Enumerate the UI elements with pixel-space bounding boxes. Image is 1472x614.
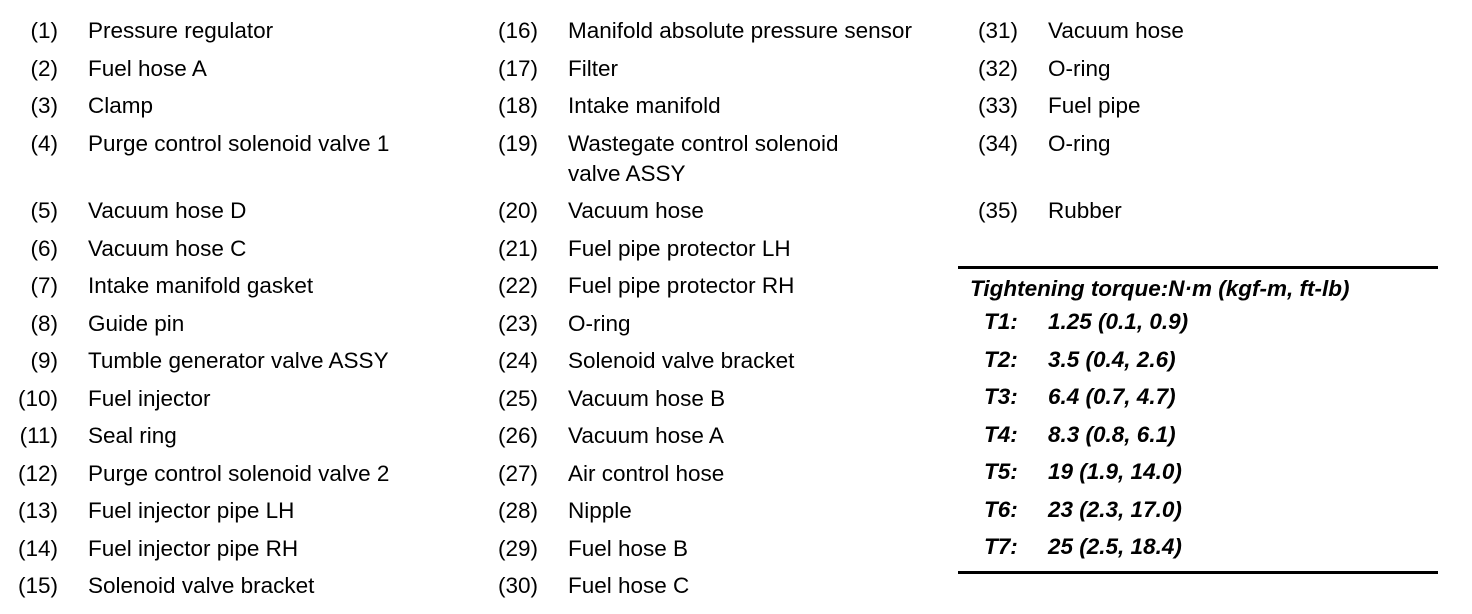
- item-label: Vacuum hose: [568, 198, 704, 223]
- item-number: (19): [497, 130, 538, 156]
- item-number: (1): [30, 18, 58, 43]
- legend-item: [0, 346, 470, 384]
- item-number: (14): [17, 535, 58, 561]
- legend-item: [960, 16, 1450, 54]
- torque-row: [958, 345, 1438, 383]
- torque-value: 6.4 (0.7, 4.7): [1048, 384, 1176, 409]
- item-number: (4): [30, 130, 58, 156]
- item-number: (21): [497, 235, 538, 261]
- item-number: (34): [977, 130, 1018, 156]
- torque-row: [958, 495, 1438, 533]
- torque-row: [958, 420, 1438, 458]
- legend-item: [480, 91, 960, 129]
- item-number: (28): [497, 498, 538, 523]
- item-label: Tumble generator valve ASSY: [88, 348, 389, 373]
- item-number: (8): [30, 310, 58, 336]
- torque-key: T7:: [984, 534, 1018, 559]
- legend-item: [0, 234, 470, 272]
- item-number: (20): [497, 198, 538, 223]
- legend-column-2: [480, 16, 960, 609]
- legend-item: [0, 384, 470, 422]
- item-label: Intake manifold: [568, 93, 721, 118]
- legend-item: [0, 91, 470, 129]
- item-label: Purge control solenoid valve 1: [88, 130, 390, 156]
- item-number: (22): [497, 273, 538, 298]
- legend-item: [480, 571, 960, 609]
- item-number: (35): [977, 198, 1018, 223]
- item-label: Vacuum hose: [1048, 18, 1184, 43]
- legend-item: [480, 384, 960, 422]
- item-number: (2): [30, 55, 58, 81]
- item-label: Vacuum hose A: [568, 423, 724, 448]
- torque-row: [958, 307, 1438, 345]
- item-label: Fuel hose B: [568, 535, 689, 561]
- torque-table-title: Tightening torque:N·m (kgf-m, ft-lb): [970, 276, 1350, 301]
- legend-item: [480, 459, 960, 497]
- legend-item: [480, 534, 960, 572]
- item-number: (30): [497, 573, 538, 598]
- legend-item: [0, 459, 470, 497]
- item-label: O-ring: [1048, 55, 1111, 81]
- item-number: (31): [977, 18, 1018, 43]
- legend-item: [0, 54, 470, 92]
- legend-item: [0, 534, 470, 572]
- item-number: (24): [497, 348, 538, 373]
- item-label: Filter: [568, 55, 618, 81]
- item-label: Rubber: [1048, 198, 1122, 223]
- torque-row: [958, 382, 1438, 420]
- item-number: (11): [19, 423, 58, 448]
- item-number: (26): [497, 423, 538, 448]
- item-number: (7): [30, 273, 58, 298]
- item-label: Seal ring: [88, 423, 177, 448]
- legend-column-1: [0, 16, 470, 609]
- legend-item: [480, 129, 960, 197]
- item-label: Vacuum hose D: [88, 198, 247, 223]
- torque-key: T4:: [984, 421, 1018, 447]
- torque-value: 3.5 (0.4, 2.6): [1048, 346, 1176, 372]
- item-label: Clamp: [88, 93, 154, 118]
- item-number: (5): [30, 198, 58, 223]
- item-label: O-ring: [568, 310, 631, 336]
- item-number: (25): [497, 385, 538, 411]
- item-label: Solenoid valve bracket: [568, 348, 795, 373]
- legend-item: [960, 196, 1450, 234]
- torque-key: T3:: [984, 384, 1018, 409]
- item-label: Fuel injector pipe RH: [88, 535, 299, 561]
- legend-item: [0, 129, 470, 197]
- torque-row: [958, 532, 1438, 570]
- item-number: (33): [977, 93, 1018, 118]
- bottom-rule: [958, 571, 1438, 574]
- legend-item: [960, 91, 1450, 129]
- item-number: (13): [17, 498, 58, 523]
- legend-item: [480, 16, 960, 54]
- item-label: Intake manifold gasket: [88, 273, 314, 298]
- legend-item: [480, 309, 960, 347]
- legend-item: [480, 421, 960, 459]
- legend-item: [960, 129, 1450, 197]
- item-label: Fuel injector: [88, 385, 211, 411]
- legend-item: [0, 271, 470, 309]
- item-number: (10): [17, 385, 58, 411]
- item-label: Air control hose: [568, 460, 725, 486]
- item-number: (16): [497, 18, 538, 43]
- item-label: Guide pin: [88, 310, 185, 336]
- legend-item: [480, 346, 960, 384]
- legend-item: [480, 234, 960, 272]
- legend-item: [0, 571, 470, 609]
- item-label: Vacuum hose B: [568, 385, 726, 411]
- item-number: (18): [497, 93, 538, 118]
- legend-item: [0, 421, 470, 459]
- torque-row: [958, 457, 1438, 495]
- item-number: (17): [497, 55, 538, 81]
- tightening-torque-table: [958, 266, 1438, 574]
- legend-item: [0, 496, 470, 534]
- torque-value: 25 (2.5, 18.4): [1048, 534, 1182, 559]
- item-number: (9): [30, 348, 58, 373]
- item-label: Fuel hose C: [568, 573, 690, 598]
- legend-column-3: [960, 16, 1450, 234]
- torque-key: T1:: [984, 309, 1018, 334]
- legend-item: [480, 496, 960, 534]
- torque-value: 1.25 (0.1, 0.9): [1048, 309, 1189, 334]
- item-label: Fuel hose A: [88, 55, 207, 81]
- torque-key: T5:: [984, 459, 1018, 484]
- torque-value: 8.3 (0.8, 6.1): [1048, 421, 1176, 447]
- torque-value: 23 (2.3, 17.0): [1048, 496, 1182, 522]
- legend-item: [480, 271, 960, 309]
- legend-item: [0, 16, 470, 54]
- item-label: Pressure regulator: [88, 18, 274, 43]
- item-number: (12): [17, 460, 58, 486]
- item-label: Fuel injector pipe LH: [88, 498, 295, 523]
- item-label: Fuel pipe: [1048, 93, 1141, 118]
- legend-item: [960, 54, 1450, 92]
- torque-key: T2:: [984, 346, 1018, 372]
- item-number: (15): [17, 573, 58, 598]
- item-number: (32): [977, 55, 1018, 81]
- item-number: (6): [30, 235, 58, 261]
- item-number: (29): [497, 535, 538, 561]
- item-label: Solenoid valve bracket: [88, 573, 315, 598]
- legend-item: [0, 309, 470, 347]
- item-label: Vacuum hose C: [88, 235, 247, 261]
- legend-item: [480, 54, 960, 92]
- item-label: Fuel pipe protector RH: [568, 273, 795, 298]
- item-number: (27): [497, 460, 538, 486]
- item-number: (3): [30, 93, 58, 118]
- legend-item: [480, 196, 960, 234]
- item-number: (23): [497, 310, 538, 336]
- item-label: Fuel pipe protector LH: [568, 235, 791, 261]
- legend-item: [0, 196, 470, 234]
- item-label: Nipple: [568, 498, 632, 523]
- item-label: Purge control solenoid valve 2: [88, 460, 390, 486]
- item-label: O-ring: [1048, 130, 1111, 156]
- torque-value: 19 (1.9, 14.0): [1048, 459, 1182, 484]
- item-label: Manifold absolute pressure sensor: [568, 18, 912, 43]
- torque-key: T6:: [984, 496, 1018, 522]
- item-label: Wastegate control solenoid valve ASSY: [568, 130, 839, 186]
